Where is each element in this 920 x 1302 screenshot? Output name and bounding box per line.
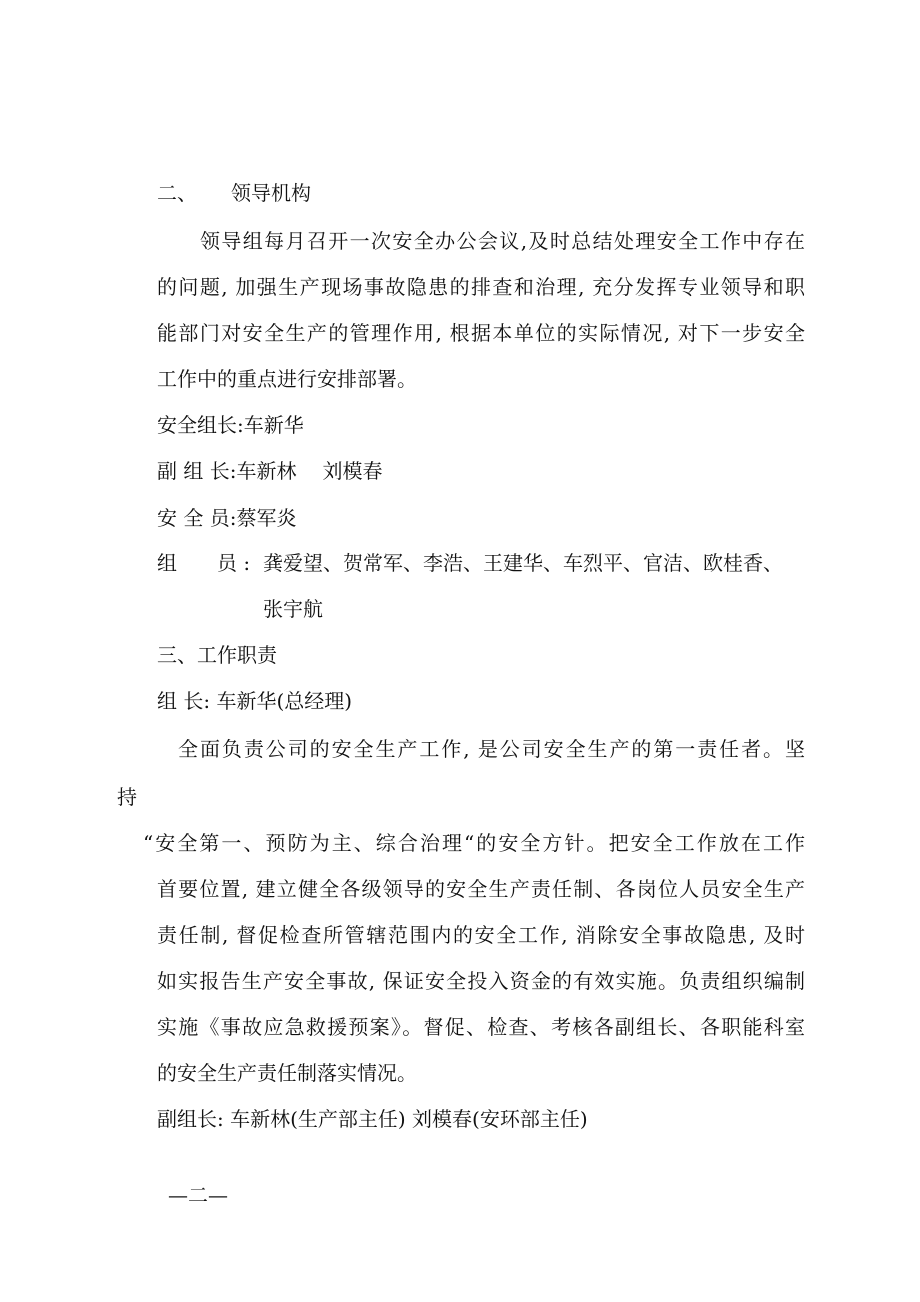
heading-text: 领导机构 — [231, 181, 311, 205]
paragraph-line: 实施《事故应急救援预案》。督促、检查、考核各副组长、各职能科室 — [157, 1015, 805, 1039]
leader-value: 车新华 — [243, 413, 304, 437]
members-label: 组 员 : — [157, 551, 251, 575]
paragraph-line: 的安全生产责任制落实情况。 — [157, 1061, 417, 1085]
leader-row — [157, 412, 304, 438]
officer-row — [157, 505, 296, 531]
leader-duty-line: 组 长: 车新华(总经理) — [157, 689, 353, 713]
heading-number: 二、 — [157, 181, 197, 205]
paragraph-line: 全面负责公司的安全生产工作, 是公司安全生产的第一责任者。坚 — [178, 737, 805, 761]
paragraph-line: 的问题, 加强生产现场事故隐患的排查和治理, 充分发挥专业领导和职 — [157, 275, 805, 299]
members-value: 张宇航 — [263, 597, 323, 621]
paragraph-line: 责任制, 督促检查所管辖范围内的安全工作, 消除安全事故隐患, 及时 — [157, 923, 805, 947]
officer-value: 蔡军炎 — [236, 506, 297, 530]
deputy-value-1: 车新林 — [236, 459, 297, 483]
deputy-row — [157, 458, 382, 484]
officer-label: 安 全 员: — [157, 506, 237, 530]
paragraph-line: 能部门对安全生产的管理作用, 根据本单位的实际情况, 对下一步安全 — [157, 321, 805, 345]
section-heading-3: 三、工作职责 — [157, 643, 277, 667]
paragraph-line: “安全第一、预防为主、综合治理“的安全方针。把安全工作放在工作 — [143, 831, 805, 855]
deputy-value-2: 刘模春 — [322, 459, 383, 483]
paragraph-line: 持 — [117, 785, 137, 809]
paragraph-line: 首要位置, 建立健全各级领导的安全生产责任制、各岗位人员安全生产 — [157, 877, 805, 901]
leader-label: 安全组长: — [157, 413, 244, 437]
paragraph-line: 领导组每月召开一次安全办公会议,及时总结处理安全工作中存在 — [200, 229, 805, 253]
deputy-label: 副 组 长: — [157, 459, 237, 483]
paragraph-line: 如实报告生产安全事故, 保证安全投入资金的有效实施。负责组织编制 — [157, 969, 805, 993]
paragraph-line: 工作中的重点进行安排部署。 — [157, 367, 417, 391]
section-heading-2 — [157, 180, 311, 206]
members-value: 龚爱望、贺常军、李浩、王建华、车烈平、官洁、欧桂香、 — [263, 551, 783, 575]
page-number: —二— — [168, 1183, 228, 1207]
deputy-duty-line: 副组长: 车新林(生产部主任) 刘模春(安环部主任) — [157, 1107, 588, 1131]
